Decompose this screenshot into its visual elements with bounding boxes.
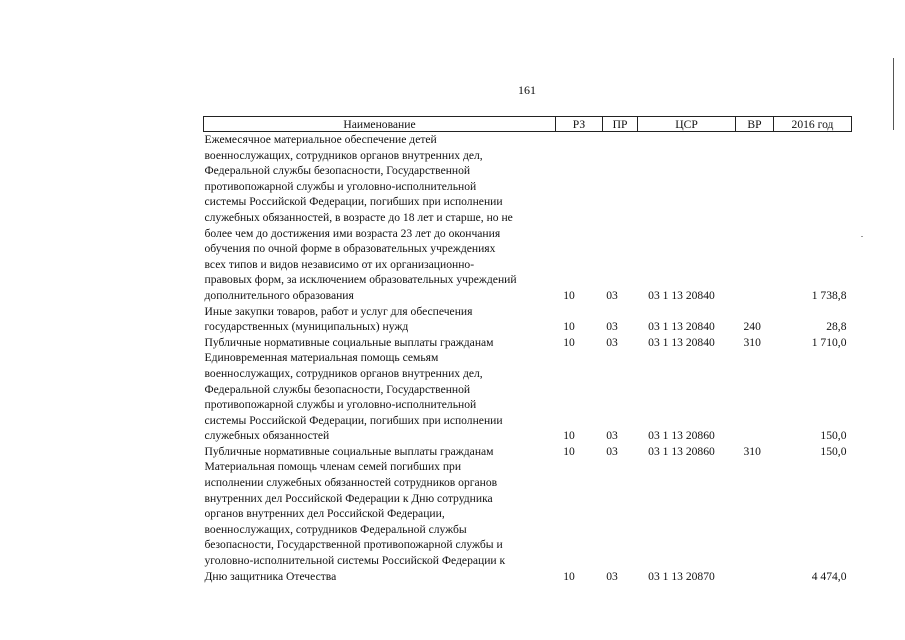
- row-name-line: Материальная помощь членам семей погибших при: [204, 460, 462, 474]
- row-name: [204, 350, 556, 444]
- row-name-line: системы Российской Федерации, погибших при исполнении: [204, 195, 503, 209]
- row-rz: 10: [563, 288, 575, 302]
- row-name-line: дополнительного образования: [204, 288, 354, 302]
- row-name-line: Иные закупки товаров, работ и услуг для обеспечения: [204, 304, 473, 318]
- row-pr: 03: [606, 569, 618, 583]
- row-vr: [736, 350, 774, 444]
- table-row: [204, 350, 852, 444]
- row-name-line: противопожарной службы и уголовно-исполнительной: [204, 398, 477, 412]
- header-year: 2016 год: [774, 117, 852, 132]
- row-name-line: служебных обязанностей, в возрасте до 18 лет и старше, но не: [204, 210, 513, 224]
- row-name: [204, 304, 556, 335]
- row-amount: 28,8: [826, 320, 847, 334]
- page-number: 161: [518, 83, 536, 97]
- row-amount: 1 710,0: [811, 335, 847, 349]
- header-csr: ЦСР: [638, 117, 736, 132]
- table-row: [204, 304, 852, 335]
- row-name-line: военнослужащих, сотрудников органов внутренних дел,: [204, 366, 483, 380]
- row-name-line: внутренних дел Российской Федерации к Дню сотрудника: [204, 491, 493, 505]
- table-header-row: [204, 117, 852, 132]
- row-name-line: служебных обязанностей: [204, 429, 330, 443]
- row-name-line: Ежемесячное материальное обеспечение детей: [204, 133, 437, 146]
- row-name-line: противопожарной службы и уголовно-исполнительной: [204, 179, 477, 193]
- row-amount: 150,0: [820, 444, 847, 458]
- budget-table: [203, 116, 852, 584]
- row-vr: 240: [743, 320, 761, 334]
- table-body: [204, 132, 852, 585]
- row-vr: 310: [743, 335, 761, 349]
- row-pr: 03: [606, 444, 618, 458]
- row-csr: 03 1 13 20860: [648, 429, 715, 443]
- row-csr: 03 1 13 20840: [648, 320, 715, 334]
- row-rz: 10: [563, 569, 575, 583]
- row-vr: [736, 132, 774, 304]
- row-name-line: обучения по очной форме в образовательных учреждениях: [204, 242, 496, 256]
- row-name: [204, 132, 556, 304]
- row-name-line: Федеральной службы безопасности, Государственной: [204, 164, 471, 178]
- table-row: [204, 444, 852, 460]
- row-name-line: Единовременная материальная помощь семьям: [204, 351, 439, 365]
- row-pr: 03: [606, 288, 618, 302]
- row-name-line: государственных (муниципальных) нужд: [204, 320, 409, 334]
- row-name-line: всех типов и видов независимо от их организационно-: [204, 257, 475, 271]
- row-rz: 10: [563, 444, 575, 458]
- row-name-line: уголовно-исполнительной системы Российской Федерации к: [204, 554, 506, 568]
- header-pr: ПР: [603, 117, 638, 132]
- row-pr: 03: [606, 429, 618, 443]
- row-csr: 03 1 13 20870: [648, 569, 715, 583]
- row-rz: 10: [563, 335, 575, 349]
- row-name-line: Дню защитника Отечества: [204, 569, 337, 583]
- table-row: [204, 132, 852, 304]
- table-row: [204, 459, 852, 584]
- scan-edge-mark: [893, 58, 894, 130]
- row-rz: 10: [563, 320, 575, 334]
- scan-speck: [861, 236, 863, 237]
- row-pr: 03: [606, 335, 618, 349]
- row-csr: 03 1 13 20860: [648, 444, 715, 458]
- row-amount: 150,0: [820, 429, 847, 443]
- row-name-line: более чем до достижения ими возраста 23 лет до окончания: [204, 226, 501, 240]
- row-csr: 03 1 13 20840: [648, 288, 715, 302]
- row-name-line: Публичные нормативные социальные выплаты гражданам: [204, 444, 494, 458]
- row-name-line: Публичные нормативные социальные выплаты гражданам: [204, 335, 494, 349]
- row-name-line: органов внутренних дел Российской Федерации,: [204, 507, 445, 521]
- row-name: [204, 335, 556, 351]
- row-name-line: исполнении служебных обязанностей сотрудников органов: [204, 476, 498, 490]
- row-name: [204, 444, 556, 460]
- table-row: [204, 335, 852, 351]
- row-amount: 4 474,0: [811, 569, 847, 583]
- row-rz: 10: [563, 429, 575, 443]
- row-name: [204, 459, 556, 584]
- row-pr: 03: [606, 320, 618, 334]
- row-name-line: безопасности, Государственной противопожарной службы и: [204, 538, 503, 552]
- header-rz: РЗ: [556, 117, 603, 132]
- row-vr: 310: [743, 444, 761, 458]
- row-vr: [736, 459, 774, 584]
- row-csr: 03 1 13 20840: [648, 335, 715, 349]
- row-name-line: правовых форм, за исключением образовательных учреждений: [204, 273, 517, 287]
- row-name-line: военнослужащих, сотрудников органов внутренних дел,: [204, 148, 483, 162]
- header-name: Наименование: [204, 117, 556, 132]
- row-amount: 1 738,8: [811, 288, 847, 302]
- header-vr: ВР: [736, 117, 774, 132]
- row-name-line: Федеральной службы безопасности, Государственной: [204, 382, 471, 396]
- row-name-line: военнослужащих, сотрудников Федеральной службы: [204, 522, 467, 536]
- row-name-line: системы Российской Федерации, погибших при исполнении: [204, 413, 503, 427]
